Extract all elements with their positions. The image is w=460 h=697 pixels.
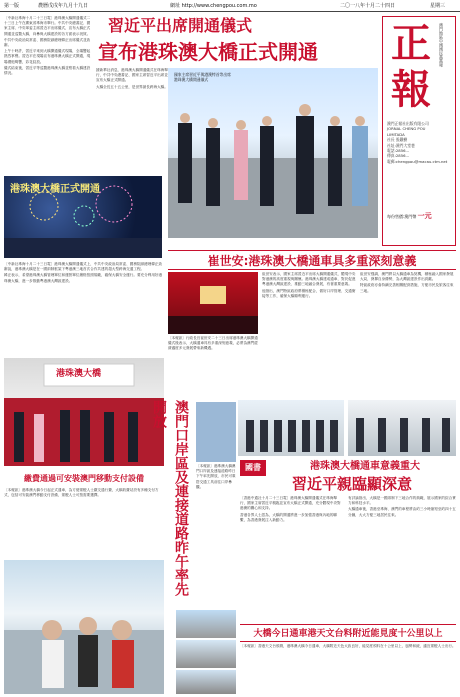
story2-text-b: 崔世安表示，國家主席習近平出席大橋開通儀式，體現中央對港澳的高度重視與關懷。港珠澳大橋建成通車，對於促進粵港澳大灣區建設、推動三地融合發展，有著重要意義。 他指出，澳門特區政府將積極配合，做好口岸管理、交通銜接等工作，確保大橋順利運行。 — [262, 272, 356, 298]
page-top-bar — [0, 0, 460, 12]
page-number: 第一版 — [4, 3, 20, 9]
ceremony-sign-text: 港珠澳大橋 — [56, 369, 102, 379]
price: 一元 — [417, 212, 432, 220]
story4-text: 〔本報訊〕港珠澳大橋今日起正式通車，為方便駕駛人士繳交通行費，大橋收費站設有多種支付方式，包括可安裝澳門移動支付設備，駕駛人士可按需要選擇。 — [4, 488, 159, 498]
story3-subheadline: 習近平親臨顯深意 — [292, 475, 413, 493]
selfie-image — [4, 560, 164, 694]
story3-tag: 國書 — [240, 460, 266, 476]
selfie-photo — [4, 560, 164, 694]
story5-text: 〔本報訊〕香港天文台預測，港珠澳大橋今日通車，大橋附近天色大致良好，能見度預料在十公里以上，風勢和緩，適宜駕駛人士出行。 — [240, 644, 456, 648]
lead-story-text-mid: 據新華社消息，港珠澳大橋開通儀式在珠海舉行，中共中央總書記、國家主席習近平出席並宣布大橋正式開通。 大橋全長五十五公里，是世界最長跨海大橋。 — [96, 68, 168, 89]
site-url: 網址 http://www.chengpou.com.mo — [170, 3, 257, 9]
story5-headline: 大橋今日通車港天文台料附近能見度十公里以上 — [240, 624, 456, 642]
story2-text-c: 崔世安強調，澳門將以大橋通車為契機，積極融入國家發展大局，發揮自身優勢，為大灣區建設作出貢獻。 特區政府亦會持續完善相關配套措施，方便市民及旅客往來三地。 — [360, 272, 454, 293]
group-image-left — [238, 400, 344, 456]
group-photo-right — [348, 400, 456, 456]
ceremony-stage-photo — [168, 272, 258, 334]
story3-text-b: 有評論指出，大橋是一國兩制下三地合作的典範，展示國家的綜合實力和科技水平。 大橋通車後，香港至珠海、澳門的車程將由約三小時縮短至約四十五分鐘，大大方便三地居民往來。 — [348, 496, 456, 517]
fireworks-label: 港珠澳大橋正式開通 — [10, 184, 100, 195]
ceremony-sign-photo — [4, 358, 164, 466]
masthead-title: 正報 — [391, 20, 431, 113]
issue-date: 二〇一八年十月二十四日 — [340, 3, 396, 9]
price-box: 每份售價:澳門幣 一元 — [387, 212, 432, 220]
masthead-info: 澳門正報社出版有限公司 JORNAL CHENG POU LIMITADA 社長 張鐵樹 社址:澳門大堂巷 電話:2856... 傳真:2856... 電郵:chengpou@macau.ctm.net — [387, 121, 448, 164]
bridge-photo-3 — [176, 670, 236, 694]
main-photo-caption: 國家主席習近平與港澳特首等出席港珠澳大橋開通儀式 — [174, 72, 231, 82]
story-text-left-2: 〔中新社珠海十月二十三日電〕港珠澳大橋開通儀式上，中共中央政治局常委、國務院副總理韓正致辭說，港珠澳大橋是在一國兩制框架下粵港澳三地首次合作共建的超大型跨海交通工程。 韓正表示，希望港珠澳大橋管理單位和運營單位嚴格按照規範，確保大橋安全運行。要充分利用好港珠澳大橋，進一步推動粵港澳大灣區建設。 — [4, 262, 163, 283]
headline-kicker: 習近平出席開通儀式 — [108, 16, 253, 35]
stage-image — [168, 272, 258, 334]
story3-headline: 港珠澳大橋通車意義重大 — [310, 461, 420, 472]
group-photo-left — [238, 400, 344, 456]
story4-headline: 繳費通過可安裝澳門移動支付設備 — [4, 472, 164, 486]
story2-headline: 崔世安:港珠澳大橋通車具多重深刻意義 — [168, 250, 456, 270]
lead-story-text-left: 〔中新社珠海十月二十三日電〕港珠澳大橋開通儀式二十三日上午在廣東省珠海市舉行。中共中央總書記、國家主席、中央軍委主席習近平出席儀式，宣布大橋正式開通並巡覽大橋，向參與大橋建設的各方面表示祝賀。 中共中央政治局常委、國務院副總理韓正出席儀式並致辭。 上午十時許，習近平來到大橋開通儀式現場，全場響起熱烈掌聲。習近平在現場宣布港珠澳大橋正式開通，現場禮炮鳴響，彩花綻放。 儀式結束後，習近平等巡覽港珠澳大橋並察看大橋建設情況。 — [4, 16, 91, 76]
story6-text: 〔本報訊〕港珠澳大橋澳門口岸區及連接道路昨日下午率先開放，市民可乘搭交通工具前往口岸參觀。 — [196, 464, 236, 489]
story3-text-a: 〔香港中通社十月二十三日電〕港珠澳大橋開通儀式在珠海舉行，國家主席習近平親臨並宣布大橋正式開通，充分體現中央對港澳的關心和支持。 香港各界人士認為，大橋的開通將進一步加強香港與內地的聯繫，為香港發展注入新動力。 — [240, 496, 341, 522]
port-photo — [196, 402, 236, 462]
weekday: 星期三 — [430, 3, 446, 9]
masthead — [382, 16, 456, 246]
story2-text-a: 〔本報訊〕行政長官崔世安二十三日出席港珠澳大橋開通儀式後表示，大橋通車具有多重深刻意義，必將為澳門經濟適度多元發展帶來新機遇。 — [168, 336, 258, 351]
fireworks-photo — [4, 176, 162, 258]
lunar-date: 農曆戊戌年九月十九日 — [38, 3, 89, 9]
masthead-side-text: 澳門地區中國國民黨黨報 — [439, 23, 444, 67]
main-photo — [168, 68, 378, 238]
leaders-walking-photo — [168, 68, 378, 238]
story6-vertical-headline: 澳門口岸區及連接道路昨午率先開放 — [151, 400, 189, 596]
bridge-photo-2 — [176, 640, 236, 668]
headline-main: 宣布港珠澳大橋正式開通 — [98, 40, 318, 64]
bridge-photo-1 — [176, 610, 236, 638]
group-image-right — [348, 400, 456, 456]
